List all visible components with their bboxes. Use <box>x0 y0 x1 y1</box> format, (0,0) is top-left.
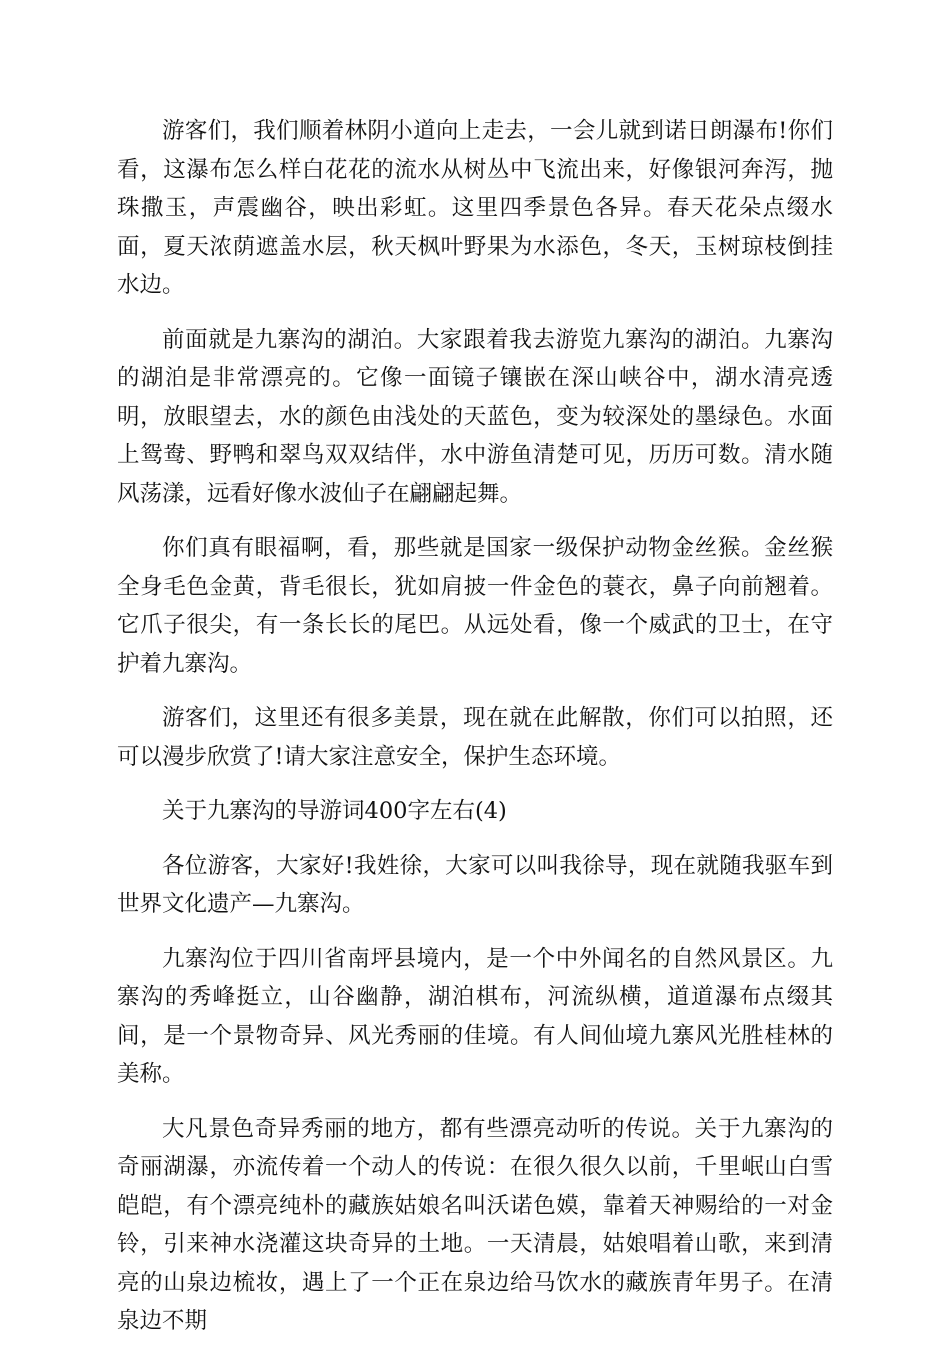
section-heading: 关于九寨沟的导游词400字左右(4) <box>162 798 507 824</box>
paragraph-legend: 大凡景色奇异秀丽的地方，都有些漂亮动听的传说。关于九寨沟的奇丽湖瀑，亦流传着一个动人的传说：在很久很久以前，千里岷山白雪皑皑，有个漂亮纯朴的藏族姑娘名叫沃诺色嫫，靠着天神赐给的一对金铃，引来神水浇灌这块奇异的土地。一天清晨，姑娘唱着山歌，来到清亮的山泉边梳妆，遇上了一个正在泉边给马饮水的藏族青年男子。在清泉边不期 <box>117 1115 833 1334</box>
paragraph-golden-monkey: 你们真有眼福啊，看，那些就是国家一级保护动物金丝猴。金丝猴全身毛色金黄，背毛很长，犹如肩披一件金色的蓑衣，鼻子向前翘着。它爪子很尖，有一条长长的尾巴。从远处看，像一个威武的卫士，在守护着九寨沟。 <box>117 535 833 677</box>
paragraph-lakes: 前面就是九寨沟的湖泊。大家跟着我去游览九寨沟的湖泊。九寨沟的湖泊是非常漂亮的。它像一面镜子镶嵌在深山峡谷中，湖水清亮透明，放眼望去，水的颜色由浅处的天蓝色，变为较深处的墨绿色。水面上鸳鸯、野鸭和翠鸟双双结伴，水中游鱼清楚可见，历历可数。清水随风荡漾，远看好像水波仙子在翩翩起舞。 <box>117 326 833 507</box>
paragraph-greeting: 各位游客，大家好!我姓徐，大家可以叫我徐导，现在就随我驱车到世界文化遗产—九寨沟。 <box>117 852 833 917</box>
paragraph-dismissal: 游客们，这里还有很多美景，现在就在此解散，你们可以拍照，还可以漫步欣赏了!请大家注意安全，保护生态环境。 <box>117 705 833 770</box>
paragraph-waterfall: 游客们，我们顺着林阴小道向上走去，一会儿就到诺日朗瀑布!你们看，这瀑布怎么样白花花的流水从树丛中飞流出来，好像银河奔泻，抛珠撒玉，声震幽谷，映出彩虹。这里四季景色各异。春天花朵点缀水面，夏天浓荫遮盖水层，秋天枫叶野果为水添色，冬天，玉树琼枝倒挂水边。 <box>117 118 833 298</box>
document-page <box>117 112 833 1357</box>
paragraph-location: 九寨沟位于四川省南坪县境内，是一个中外闻名的自然风景区。九寨沟的秀峰挺立，山谷幽静，湖泊棋布，河流纵横，道道瀑布点缀其间，是一个景物奇异、风光秀丽的佳境。有人间仙境九寨风光胜桂林的美称。 <box>117 945 833 1087</box>
